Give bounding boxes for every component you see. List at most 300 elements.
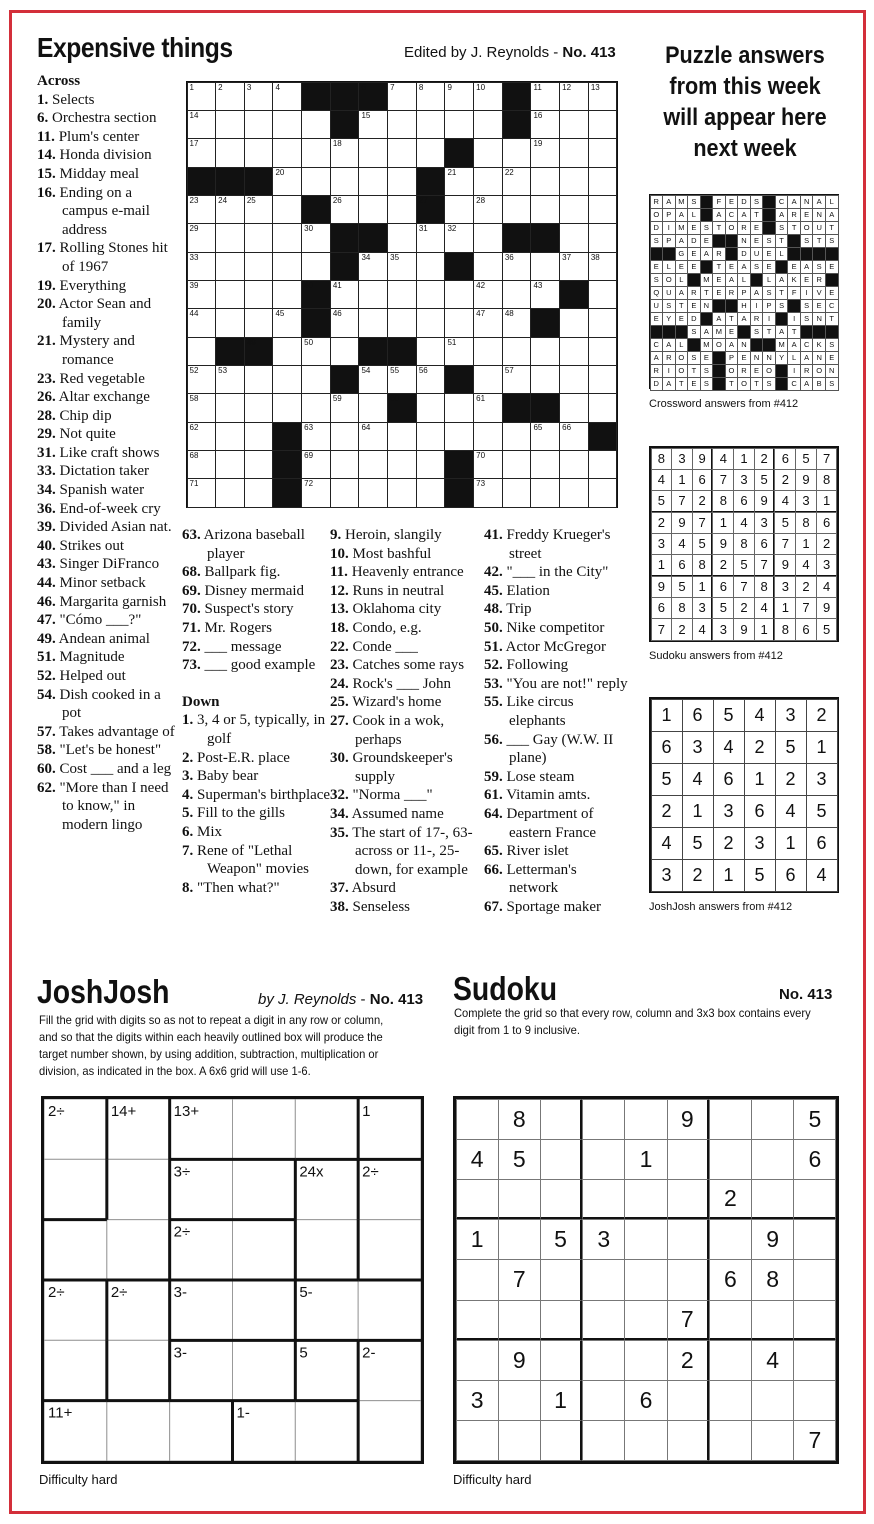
sudoku-empty-cell[interactable] <box>624 1219 667 1260</box>
crossword-cell[interactable] <box>387 478 417 507</box>
crossword-cell[interactable] <box>358 365 388 394</box>
crossword-cell[interactable] <box>358 450 388 479</box>
sudoku-empty-cell[interactable] <box>667 1179 710 1220</box>
crossword-cell[interactable] <box>187 252 217 281</box>
black-square <box>530 223 560 252</box>
crossword-cell[interactable] <box>502 280 532 309</box>
joshjosh-cell[interactable] <box>295 1220 358 1280</box>
crossword-cell[interactable] <box>588 195 618 224</box>
answer-digit: 6 <box>671 554 693 576</box>
crossword-cell[interactable] <box>358 195 388 224</box>
crossword-cell[interactable] <box>187 393 217 422</box>
crossword-cell[interactable] <box>502 450 532 479</box>
sudoku-empty-cell[interactable] <box>582 1139 625 1180</box>
sudoku-empty-cell[interactable] <box>709 1420 752 1461</box>
sudoku-empty-cell[interactable] <box>456 1300 499 1341</box>
crossword-cell[interactable] <box>444 393 474 422</box>
sudoku-empty-cell[interactable] <box>751 1099 794 1140</box>
crossword-cell[interactable] <box>330 138 360 167</box>
crossword-cell[interactable] <box>387 223 417 252</box>
sudoku-empty-cell[interactable] <box>751 1300 794 1341</box>
crossword-cell[interactable] <box>444 308 474 337</box>
crossword-cell[interactable] <box>187 110 217 139</box>
sudoku-empty-cell[interactable] <box>624 1340 667 1381</box>
crossword-cell[interactable] <box>588 393 618 422</box>
crossword-cell[interactable] <box>272 82 302 111</box>
crossword-cell[interactable] <box>588 365 618 394</box>
crossword-cell[interactable] <box>416 478 446 507</box>
crossword-cell[interactable] <box>444 110 474 139</box>
crossword-cell[interactable] <box>215 110 245 139</box>
sudoku-empty-cell[interactable] <box>456 1099 499 1140</box>
answer-letter: D <box>737 195 751 209</box>
crossword-cell[interactable] <box>588 478 618 507</box>
crossword-cell[interactable] <box>530 478 560 507</box>
sudoku-answers-caption: Sudoku answers from #412 <box>649 650 783 662</box>
crossword-cell[interactable] <box>444 195 474 224</box>
crossword-cell[interactable] <box>387 308 417 337</box>
crossword-cell[interactable] <box>416 110 446 139</box>
sudoku-empty-cell[interactable] <box>498 1420 541 1461</box>
joshjosh-cell[interactable] <box>358 1220 421 1280</box>
crossword-cell[interactable] <box>473 393 503 422</box>
joshjosh-cell[interactable] <box>233 1220 296 1280</box>
joshjosh-cell[interactable] <box>233 1099 296 1159</box>
crossword-cell[interactable] <box>387 110 417 139</box>
crossword-cell[interactable] <box>588 138 618 167</box>
crossword-cell[interactable] <box>244 365 274 394</box>
crossword-cell[interactable] <box>559 337 589 366</box>
crossword-cell[interactable] <box>330 337 360 366</box>
sudoku-empty-cell[interactable] <box>793 1300 836 1341</box>
crossword-cell[interactable] <box>559 110 589 139</box>
crossword-cell[interactable] <box>330 422 360 451</box>
sudoku-empty-cell[interactable] <box>751 1139 794 1180</box>
crossword-cell[interactable] <box>502 167 532 196</box>
crossword-cell[interactable] <box>530 365 560 394</box>
sudoku-empty-cell[interactable] <box>456 1420 499 1461</box>
crossword-cell[interactable] <box>301 365 331 394</box>
sudoku-empty-cell[interactable] <box>667 1380 710 1421</box>
sudoku-given: 7 <box>667 1300 710 1341</box>
crossword-cell[interactable] <box>444 82 474 111</box>
crossword-cell[interactable] <box>272 110 302 139</box>
crossword-cell[interactable] <box>330 478 360 507</box>
crossword-cell[interactable] <box>301 393 331 422</box>
sudoku-empty-cell[interactable] <box>793 1380 836 1421</box>
crossword-cell[interactable] <box>502 365 532 394</box>
sudoku-empty-cell[interactable] <box>456 1340 499 1381</box>
down-clue-number: 30. <box>330 750 349 767</box>
crossword-cell[interactable] <box>244 82 274 111</box>
crossword-cell[interactable] <box>330 450 360 479</box>
crossword-cell[interactable] <box>215 195 245 224</box>
crossword-cell[interactable] <box>358 138 388 167</box>
down-clue <box>182 823 332 842</box>
joshjosh-cell[interactable] <box>295 1401 358 1461</box>
crossword-cell[interactable] <box>272 167 302 196</box>
sudoku-empty-cell[interactable] <box>709 1380 752 1421</box>
crossword-cell[interactable] <box>530 337 560 366</box>
crossword-cell[interactable] <box>272 252 302 281</box>
crossword-cell[interactable] <box>215 223 245 252</box>
crossword-cell[interactable] <box>244 280 274 309</box>
crossword-cell[interactable] <box>358 167 388 196</box>
sudoku-empty-cell[interactable] <box>667 1259 710 1300</box>
sudoku-empty-cell[interactable] <box>709 1219 752 1260</box>
crossword-cell[interactable] <box>473 138 503 167</box>
sudoku-empty-cell[interactable] <box>498 1380 541 1421</box>
crossword-cell[interactable] <box>215 450 245 479</box>
crossword-cell[interactable] <box>473 195 503 224</box>
joshjosh-cell[interactable] <box>107 1159 170 1219</box>
crossword-cell[interactable] <box>272 337 302 366</box>
crossword-cell[interactable] <box>301 223 331 252</box>
sudoku-empty-cell[interactable] <box>624 1300 667 1341</box>
answer-letter: S <box>800 299 814 313</box>
crossword-cell[interactable] <box>387 252 417 281</box>
sudoku-empty-cell[interactable] <box>582 1099 625 1140</box>
crossword-cell[interactable] <box>559 138 589 167</box>
down-clue <box>182 767 332 786</box>
crossword-cell[interactable] <box>187 450 217 479</box>
crossword-cell[interactable] <box>244 393 274 422</box>
crossword-cell[interactable] <box>530 110 560 139</box>
crossword-cell[interactable] <box>301 422 331 451</box>
sudoku-empty-cell[interactable] <box>456 1179 499 1220</box>
answer-letter: M <box>700 338 714 352</box>
crossword-cell[interactable] <box>272 138 302 167</box>
sudoku-empty-cell[interactable] <box>667 1219 710 1260</box>
crossword-cell[interactable] <box>244 422 274 451</box>
joshjosh-cell[interactable] <box>107 1340 170 1400</box>
crossword-cell[interactable] <box>530 167 560 196</box>
crossword-cell[interactable] <box>215 138 245 167</box>
crossword-cell[interactable] <box>416 82 446 111</box>
crossword-cell[interactable] <box>416 308 446 337</box>
crossword-cell[interactable] <box>588 308 618 337</box>
crossword-cell[interactable] <box>588 252 618 281</box>
crossword-cell[interactable] <box>588 167 618 196</box>
crossword-cell[interactable] <box>530 82 560 111</box>
crossword-cell[interactable] <box>473 252 503 281</box>
answer-letter: T <box>725 312 739 326</box>
crossword-cell[interactable] <box>358 393 388 422</box>
crossword-grid[interactable] <box>186 81 618 508</box>
crossword-cell[interactable] <box>416 393 446 422</box>
crossword-cell[interactable] <box>387 422 417 451</box>
crossword-cell[interactable] <box>502 195 532 224</box>
crossword-cell[interactable] <box>330 167 360 196</box>
crossword-cell[interactable] <box>330 393 360 422</box>
crossword-cell[interactable] <box>588 82 618 111</box>
crossword-cell[interactable] <box>330 195 360 224</box>
crossword-cell[interactable] <box>187 308 217 337</box>
crossword-cell[interactable] <box>358 280 388 309</box>
crossword-cell[interactable] <box>444 167 474 196</box>
sudoku-empty-cell[interactable] <box>793 1219 836 1260</box>
crossword-cell[interactable] <box>416 138 446 167</box>
crossword-cell[interactable] <box>588 450 618 479</box>
crossword-cell[interactable] <box>387 195 417 224</box>
sudoku-empty-cell[interactable] <box>540 1179 583 1220</box>
crossword-cell[interactable] <box>244 450 274 479</box>
crossword-cell[interactable] <box>301 110 331 139</box>
crossword-cell[interactable] <box>559 195 589 224</box>
clue-number: 18 <box>332 139 342 149</box>
crossword-cell[interactable] <box>187 280 217 309</box>
crossword-cell[interactable] <box>444 422 474 451</box>
crossword-cell[interactable] <box>502 252 532 281</box>
crossword-cell[interactable] <box>559 365 589 394</box>
sudoku-empty-cell[interactable] <box>751 1380 794 1421</box>
sudoku-empty-cell[interactable] <box>582 1300 625 1341</box>
sudoku-empty-cell[interactable] <box>709 1300 752 1341</box>
crossword-cell[interactable] <box>215 365 245 394</box>
crossword-cell[interactable] <box>187 195 217 224</box>
down-clue-number: 32. <box>330 787 349 804</box>
crossword-cell[interactable] <box>473 82 503 111</box>
crossword-cell[interactable] <box>272 393 302 422</box>
answer-letter: A <box>725 273 739 287</box>
crossword-cell[interactable] <box>187 365 217 394</box>
sudoku-empty-cell[interactable] <box>624 1420 667 1461</box>
crossword-cell[interactable] <box>330 280 360 309</box>
crossword-cell[interactable] <box>301 138 331 167</box>
down-clue <box>330 898 482 917</box>
crossword-cell[interactable] <box>502 422 532 451</box>
crossword-cell[interactable] <box>502 337 532 366</box>
crossword-cell[interactable] <box>444 223 474 252</box>
sudoku-empty-cell[interactable] <box>582 1340 625 1381</box>
crossword-cell[interactable] <box>272 308 302 337</box>
cage-target-label: 13+ <box>173 1103 200 1120</box>
crossword-cell[interactable] <box>530 280 560 309</box>
crossword-cell[interactable] <box>187 82 217 111</box>
crossword-cell[interactable] <box>416 450 446 479</box>
crossword-cell[interactable] <box>387 138 417 167</box>
crossword-cell[interactable] <box>272 365 302 394</box>
crossword-cell[interactable] <box>444 280 474 309</box>
crossword-cell[interactable] <box>559 223 589 252</box>
answer-letter: M <box>675 221 689 235</box>
crossword-cell[interactable] <box>387 450 417 479</box>
crossword-cell[interactable] <box>187 337 217 366</box>
crossword-cell[interactable] <box>215 422 245 451</box>
crossword-cell[interactable] <box>387 280 417 309</box>
crossword-cell[interactable] <box>444 337 474 366</box>
sudoku-empty-cell[interactable] <box>456 1259 499 1300</box>
crossword-cell[interactable] <box>502 138 532 167</box>
crossword-cell[interactable] <box>473 110 503 139</box>
sudoku-empty-cell[interactable] <box>498 1179 541 1220</box>
crossword-cell[interactable] <box>244 223 274 252</box>
sudoku-given: 5 <box>540 1219 583 1260</box>
crossword-title: Expensive things <box>37 32 233 63</box>
sudoku-empty-cell[interactable] <box>582 1380 625 1421</box>
crossword-cell[interactable] <box>559 252 589 281</box>
sudoku-empty-cell[interactable] <box>498 1300 541 1341</box>
joshjosh-cell[interactable] <box>44 1159 107 1219</box>
crossword-cell[interactable] <box>416 365 446 394</box>
crossword-cell[interactable] <box>473 365 503 394</box>
clue-number: 43 <box>533 280 543 290</box>
crossword-cell[interactable] <box>358 478 388 507</box>
sudoku-empty-cell[interactable] <box>582 1420 625 1461</box>
clue-column-2 <box>182 526 332 897</box>
crossword-cell[interactable] <box>187 478 217 507</box>
crossword-cell[interactable] <box>416 422 446 451</box>
black-square <box>272 422 302 451</box>
sudoku-empty-cell[interactable] <box>540 1259 583 1300</box>
sudoku-empty-cell[interactable] <box>624 1179 667 1220</box>
crossword-cell[interactable] <box>301 337 331 366</box>
sudoku-empty-cell[interactable] <box>709 1340 752 1381</box>
sudoku-empty-cell[interactable] <box>709 1139 752 1180</box>
crossword-cell[interactable] <box>473 422 503 451</box>
sudoku-empty-cell[interactable] <box>793 1340 836 1381</box>
crossword-cell[interactable] <box>559 82 589 111</box>
crossword-cell[interactable] <box>473 280 503 309</box>
crossword-cell[interactable] <box>387 365 417 394</box>
sudoku-empty-cell[interactable] <box>751 1420 794 1461</box>
crossword-cell[interactable] <box>244 252 274 281</box>
sudoku-empty-cell[interactable] <box>540 1420 583 1461</box>
joshjosh-cell[interactable] <box>358 1401 421 1461</box>
sudoku-empty-cell[interactable] <box>667 1420 710 1461</box>
crossword-cell[interactable] <box>301 478 331 507</box>
answer-letter: H <box>737 299 751 313</box>
crossword-cell[interactable] <box>473 308 503 337</box>
across-clue-text: Magnitude <box>55 649 125 666</box>
crossword-cell[interactable] <box>330 308 360 337</box>
across-clue-text: Helped out <box>55 668 126 684</box>
crossword-cell[interactable] <box>187 138 217 167</box>
crossword-cell[interactable] <box>588 223 618 252</box>
crossword-cell[interactable] <box>416 252 446 281</box>
sudoku-empty-cell[interactable] <box>709 1099 752 1140</box>
crossword-cell[interactable] <box>530 422 560 451</box>
crossword-cell[interactable] <box>559 478 589 507</box>
joshjosh-cell[interactable] <box>233 1280 296 1340</box>
crossword-cell[interactable] <box>187 422 217 451</box>
crossword-cell[interactable] <box>301 167 331 196</box>
crossword-cell[interactable] <box>473 450 503 479</box>
crossword-cell[interactable] <box>244 308 274 337</box>
joshjosh-cell[interactable] <box>107 1220 170 1280</box>
crossword-cell[interactable] <box>244 478 274 507</box>
crossword-cell[interactable] <box>215 280 245 309</box>
crossword-cell[interactable] <box>387 82 417 111</box>
crossword-cell[interactable] <box>559 422 589 451</box>
joshjosh-cell[interactable] <box>233 1340 296 1400</box>
crossword-cell[interactable] <box>215 82 245 111</box>
joshjosh-cell[interactable] <box>107 1401 170 1461</box>
crossword-cell[interactable] <box>559 393 589 422</box>
answer-letter: D <box>650 377 664 391</box>
crossword-cell[interactable] <box>559 308 589 337</box>
crossword-cell[interactable] <box>588 337 618 366</box>
crossword-cell[interactable] <box>215 252 245 281</box>
sudoku-empty-cell[interactable] <box>793 1179 836 1220</box>
across-clue <box>37 574 179 593</box>
crossword-cell[interactable] <box>358 422 388 451</box>
crossword-cell[interactable] <box>215 393 245 422</box>
crossword-cell[interactable] <box>387 167 417 196</box>
joshjosh-grid[interactable] <box>41 1096 424 1464</box>
crossword-cell[interactable] <box>559 450 589 479</box>
crossword-cell[interactable] <box>244 138 274 167</box>
crossword-cell[interactable] <box>588 280 618 309</box>
crossword-cell[interactable] <box>473 223 503 252</box>
crossword-cell[interactable] <box>473 167 503 196</box>
answers-heading: Puzzle answers from this week will appear here next week <box>663 42 827 162</box>
crossword-cell[interactable] <box>588 110 618 139</box>
crossword-cell[interactable] <box>530 138 560 167</box>
answer-letter: E <box>825 351 839 365</box>
crossword-cell[interactable] <box>502 478 532 507</box>
crossword-cell[interactable] <box>502 308 532 337</box>
crossword-cell[interactable] <box>416 223 446 252</box>
down-clue <box>484 675 628 694</box>
crossword-cell[interactable] <box>559 167 589 196</box>
joshjosh-cell[interactable] <box>170 1401 233 1461</box>
crossword-cell[interactable] <box>530 450 560 479</box>
sudoku-empty-cell[interactable] <box>540 1139 583 1180</box>
crossword-cell[interactable] <box>301 252 331 281</box>
joshjosh-cell[interactable] <box>44 1340 107 1400</box>
crossword-cell[interactable] <box>301 450 331 479</box>
crossword-cell[interactable] <box>358 110 388 139</box>
joshjosh-cell[interactable] <box>295 1099 358 1159</box>
sudoku-empty-cell[interactable] <box>540 1099 583 1140</box>
crossword-cell[interactable] <box>416 280 446 309</box>
crossword-cell[interactable] <box>244 195 274 224</box>
sudoku-empty-cell[interactable] <box>498 1219 541 1260</box>
crossword-cell[interactable] <box>530 252 560 281</box>
sudoku-empty-cell[interactable] <box>540 1340 583 1381</box>
crossword-cell[interactable] <box>272 223 302 252</box>
crossword-cell[interactable] <box>530 195 560 224</box>
sudoku-empty-cell[interactable] <box>582 1179 625 1220</box>
crossword-cell[interactable] <box>272 195 302 224</box>
sudoku-grid[interactable] <box>453 1096 839 1464</box>
crossword-cell[interactable] <box>244 110 274 139</box>
joshjosh-cell[interactable] <box>358 1280 421 1340</box>
crossword-cell[interactable] <box>272 280 302 309</box>
crossword-cell[interactable] <box>358 252 388 281</box>
sudoku-empty-cell[interactable] <box>624 1259 667 1300</box>
joshjosh-answers-caption: JoshJosh answers from #412 <box>649 901 793 913</box>
crossword-cell[interactable] <box>416 337 446 366</box>
crossword-cell[interactable] <box>187 223 217 252</box>
joshjosh-cell[interactable] <box>233 1159 296 1219</box>
sudoku-empty-cell[interactable] <box>751 1179 794 1220</box>
crossword-cell[interactable] <box>358 308 388 337</box>
sudoku-empty-cell[interactable] <box>667 1139 710 1180</box>
crossword-cell[interactable] <box>215 478 245 507</box>
across-clue <box>37 370 179 389</box>
sudoku-empty-cell[interactable] <box>624 1099 667 1140</box>
crossword-cell[interactable] <box>473 478 503 507</box>
crossword-cell[interactable] <box>473 337 503 366</box>
sudoku-empty-cell[interactable] <box>582 1259 625 1300</box>
crossword-cell[interactable] <box>215 308 245 337</box>
sudoku-empty-cell[interactable] <box>540 1300 583 1341</box>
joshjosh-cell[interactable] <box>44 1220 107 1280</box>
answer-digit: 9 <box>733 618 755 640</box>
sudoku-empty-cell[interactable] <box>793 1259 836 1300</box>
